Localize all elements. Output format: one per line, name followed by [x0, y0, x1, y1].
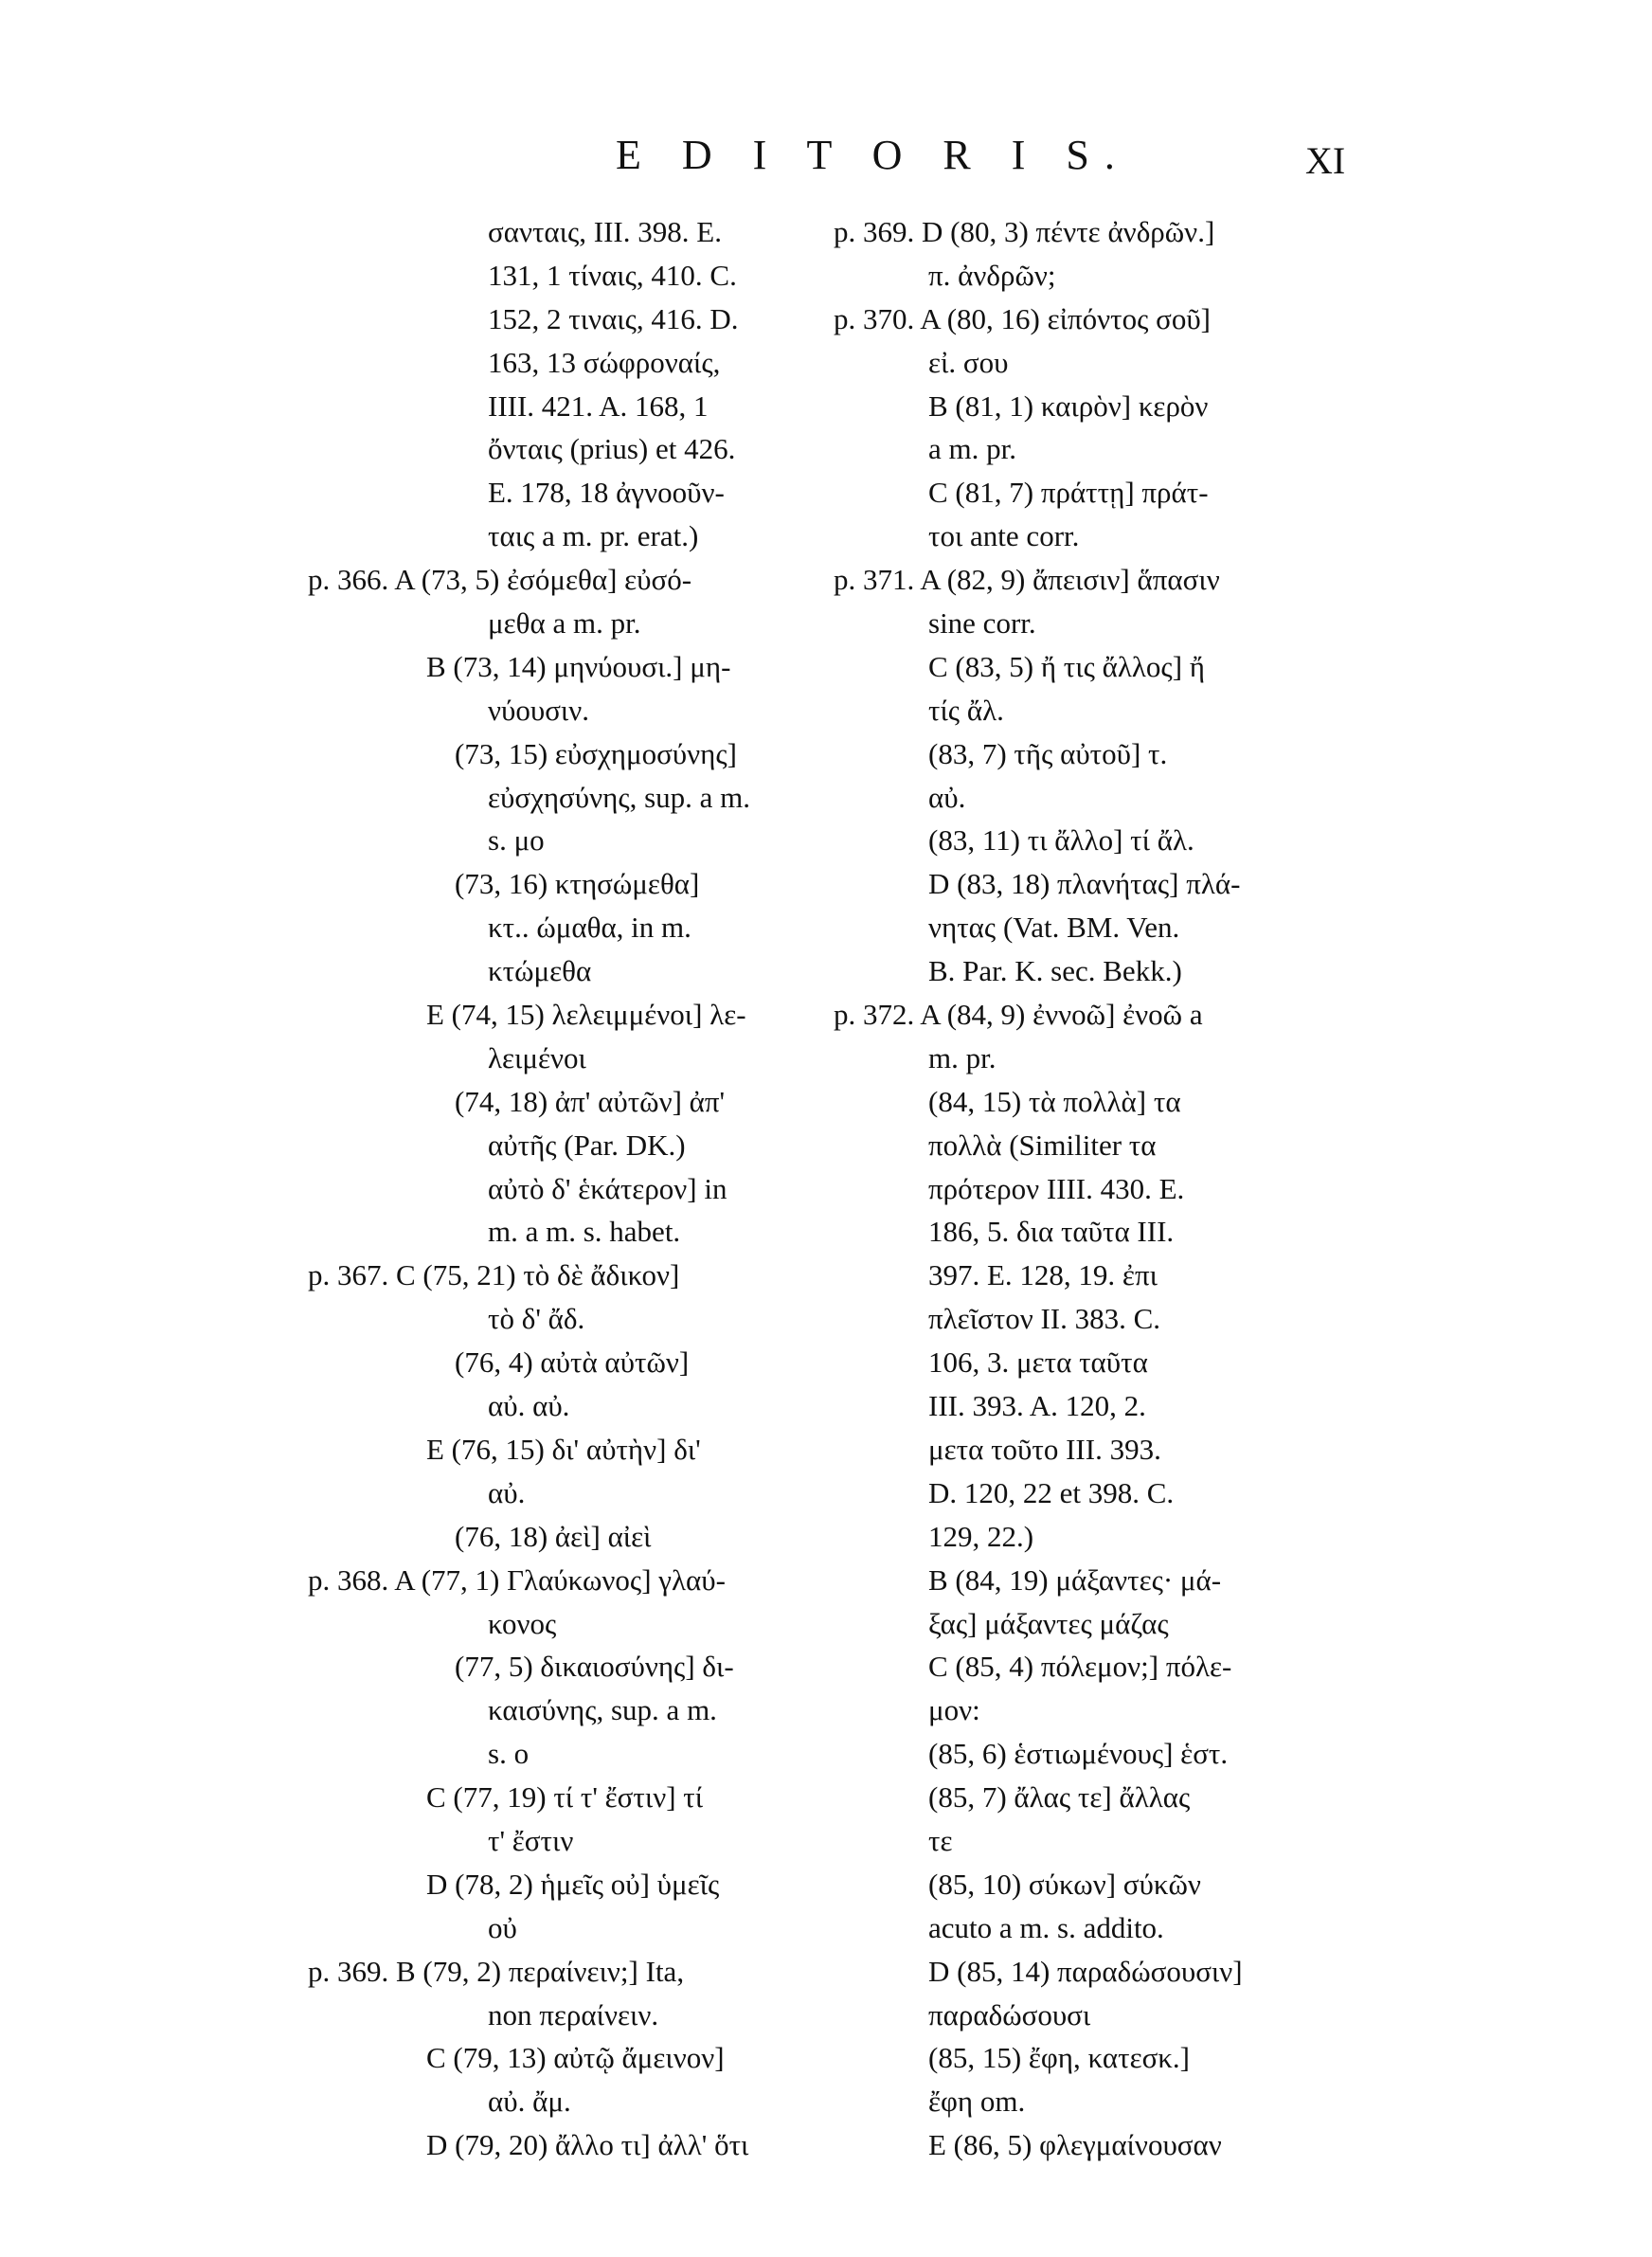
right-column-line: πολλὰ (Similiter τα	[928, 1128, 1157, 1162]
left-column-line: κονος	[488, 1606, 557, 1640]
left-column-line: αὐ. ἄμ.	[488, 2085, 571, 2119]
right-column-line: m. pr.	[928, 1040, 997, 1074]
left-column-line: εὐσχησύνης, sup. a m.	[488, 780, 751, 814]
right-column-line: p. 371. A (82, 9) ἄπεισιν] ἅπασιν	[834, 563, 1220, 597]
right-column-line: (85, 7) ἄλας τε] ἄλλας	[928, 1780, 1191, 1815]
right-column-line: (83, 7) τῆς αὐτοῦ] τ.	[928, 736, 1168, 770]
left-column-line: κτώμεθα	[488, 954, 592, 988]
left-column-line: καισύνης, sup. a m.	[488, 1693, 717, 1727]
left-column-line: σανταις, III. 398. E.	[488, 215, 722, 248]
left-column-line: (76, 4) αὐτὰ αὐτῶν]	[455, 1345, 690, 1380]
right-column-line: ἔφη om.	[928, 2085, 1026, 2119]
right-column-line: 397. E. 128, 19. ἐπι	[928, 1258, 1158, 1292]
right-column-line: π. ἀνδρῶν;	[928, 258, 1056, 292]
right-column-line: εἰ. σου	[928, 345, 1009, 379]
left-column-line: B (73, 14) μηνύουσι.] μη-	[426, 649, 731, 683]
left-column-line: νύουσιν.	[488, 693, 590, 727]
left-column-line: (77, 5) δικαιοσύνης] δι-	[455, 1650, 734, 1684]
left-column-line: p. 369. B (79, 2) περαίνειν;] Ita,	[308, 1954, 685, 1988]
right-column-line: p. 369. D (80, 3) πέντε ἀνδρῶν.]	[834, 215, 1215, 248]
right-column-line: III. 393. A. 120, 2.	[928, 1389, 1146, 1423]
left-column-line: τ' ἔστιν	[488, 1823, 574, 1857]
left-column-line: αὐτὸ δ' ἑκάτερον] in	[488, 1171, 727, 1205]
right-column-line: E (86, 5) φλεγμαίνουσαν	[928, 2128, 1222, 2162]
left-column	[308, 210, 838, 2167]
left-column-line: s. μο	[488, 823, 545, 858]
right-column-line: νητας (Vat. BM. Ven.	[928, 911, 1180, 945]
left-column-line: p. 366. A (73, 5) ἐσόμεθα] εὐσό-	[308, 563, 692, 597]
right-column-line: C (83, 5) ἤ τις ἄλλος] ἤ	[928, 649, 1205, 683]
running-title: E D I T O R I S.	[616, 132, 1130, 178]
right-column-line: B. Par. K. sec. Bekk.)	[928, 954, 1182, 988]
right-column-line: (85, 6) ἑστιωμένους] ἑστ.	[928, 1737, 1229, 1771]
right-column-line: 186, 5. δια ταῦτα III.	[928, 1215, 1175, 1249]
left-column-line: (73, 16) κτησώμεθα]	[455, 867, 700, 901]
page-number: XI	[1305, 139, 1346, 182]
left-column-line: 163, 13 σώφρoναίς,	[488, 345, 721, 379]
right-column-line: D (83, 18) πλανήτας] πλά-	[928, 867, 1241, 901]
right-column-line: (84, 15) τὰ πολλὰ] τα	[928, 1084, 1181, 1118]
right-column-line: τίς ἄλ.	[928, 693, 1004, 727]
right-column-line: p. 370. A (80, 16) εἰπόντος σοῦ]	[834, 301, 1212, 335]
right-column-line: 106, 3. μετα ταῦτα	[928, 1345, 1148, 1380]
right-column-line: παραδώσουσι	[928, 1997, 1091, 2031]
left-column-line: αὐτῆς (Par. DK.)	[488, 1128, 686, 1162]
left-column-line: ὄνταις (prius) et 426.	[488, 432, 736, 466]
left-column-line: αὐ.	[488, 1475, 526, 1509]
right-column-line: αὐ.	[928, 780, 966, 814]
left-column-line: (74, 18) ἀπ' αὐτῶν] ἀπ'	[455, 1084, 726, 1118]
right-column-line: (83, 11) τι ἄλλο] τί ἄλ.	[928, 823, 1194, 858]
right-column-line: 129, 22.)	[928, 1519, 1034, 1553]
left-column-line: αὐ. αὐ.	[488, 1389, 570, 1423]
left-column-line: D (78, 2) ἡμεῖς οὐ] ὑμεῖς	[426, 1867, 720, 1901]
right-column-line: (85, 15) ἔφη, κατεσκ.]	[928, 2041, 1190, 2075]
right-column-line: ξας] μάξαντες μάζας	[928, 1606, 1169, 1640]
left-column-line: (73, 15) εὐσχημοσύνης]	[455, 736, 737, 770]
left-column-line: ταις a m. pr. erat.)	[488, 519, 699, 553]
right-column-line: sine corr.	[928, 606, 1036, 641]
left-column-line: D (79, 20) ἄλλο τι] ἀλλ' ὅτι	[426, 2128, 749, 2162]
right-column-line: C (85, 4) πόλεμον;] πόλε-	[928, 1650, 1232, 1684]
right-column-line: πλεῖστον II. 383. C.	[928, 1302, 1161, 1336]
page-header	[0, 131, 1652, 188]
left-column-line: τὸ δ' ἄδ.	[488, 1302, 585, 1336]
right-column-line: a m. pr.	[928, 432, 1016, 466]
left-column-line: E (76, 15) δι' αὐτὴν] δι'	[426, 1432, 701, 1466]
right-column-line: B (81, 1) καιρὸν] κερὸν	[928, 388, 1209, 423]
left-column-line: E (74, 15) λελειμμένοι] λε-	[426, 998, 746, 1032]
right-column-line: D (85, 14) παραδώσουσιν]	[928, 1954, 1243, 1988]
left-column-line: οὐ	[488, 1910, 517, 1944]
right-column-line: B (84, 19) μάξαντες· μά-	[928, 1562, 1222, 1597]
left-column-line: m. a m. s. habet.	[488, 1215, 681, 1249]
right-column-line: p. 372. A (84, 9) ἐννοῶ] ἐνοῶ a	[834, 998, 1203, 1032]
left-column-line: non περαίνειν.	[488, 1997, 659, 2031]
right-column-line: acuto a m. s. addito.	[928, 1910, 1164, 1944]
left-column-line: κτ.. ώμαθα, in m.	[488, 911, 691, 945]
left-column-line: C (79, 13) αὐτῷ ἄμεινον]	[426, 2041, 725, 2075]
left-column-line: s. o	[488, 1737, 530, 1771]
left-column-line: p. 368. A (77, 1) Γλαύκωνος] γλαύ-	[308, 1562, 726, 1597]
left-column-line: 152, 2 τιναις, 416. D.	[488, 301, 739, 335]
right-column-line: D. 120, 22 et 398. C.	[928, 1475, 1175, 1509]
left-column-line: μεθα a m. pr.	[488, 606, 641, 641]
right-column-line: πρότερον IIII. 430. E.	[928, 1171, 1185, 1205]
left-column-line: (76, 18) ἀεὶ] αἰεὶ	[455, 1519, 652, 1553]
right-column-line: τε	[928, 1823, 953, 1857]
left-column-line: λειμένοι	[488, 1040, 586, 1074]
left-column-line: C (77, 19) τί τ' ἔστιν] τί	[426, 1780, 704, 1815]
left-column-line: E. 178, 18 ἀγνοοῦν-	[488, 476, 725, 510]
right-column-line: μον:	[928, 1693, 980, 1727]
right-column-line: τοι ante corr.	[928, 519, 1080, 553]
left-column-line: p. 367. C (75, 21) τὸ δὲ ἄδικον]	[308, 1258, 680, 1292]
right-column	[834, 210, 1364, 2167]
right-column-line: (85, 10) σύκων] σύκῶν	[928, 1867, 1201, 1901]
right-column-line: μετα τοῦτο III. 393.	[928, 1432, 1161, 1466]
left-column-line: 131, 1 τίναις, 410. C.	[488, 258, 737, 292]
left-column-line: IIII. 421. A. 168, 1	[488, 388, 709, 423]
right-column-line: C (81, 7) πράττῃ] πράτ-	[928, 476, 1209, 510]
